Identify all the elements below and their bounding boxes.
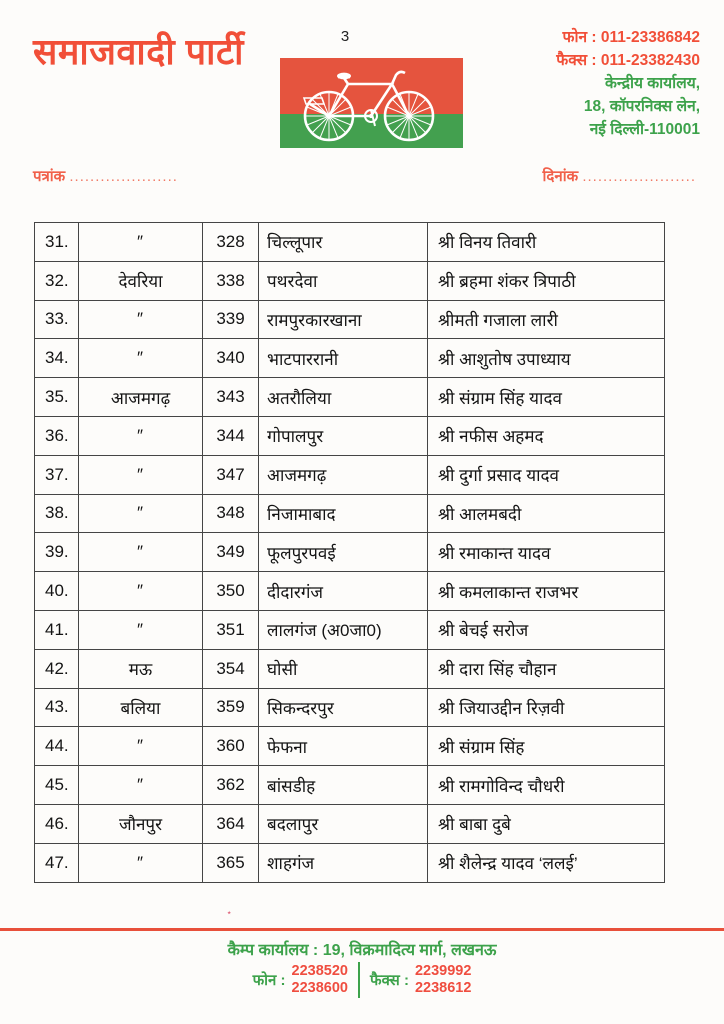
cell-constituency-no: 348 xyxy=(203,494,259,533)
camp-office-address: कैम्प कार्यालय : 19, विक्रमादित्य मार्ग, लखनऊ xyxy=(227,942,497,959)
cell-candidate: श्री आशुतोष उपाध्याय xyxy=(428,339,665,378)
footer-fax-numbers xyxy=(415,963,471,997)
cell-district: ″ xyxy=(79,494,203,533)
footer-fax-number: 2239992 xyxy=(414,963,472,979)
cell-district: देवरिया xyxy=(79,261,203,300)
cell-serial-no: 38. xyxy=(35,494,79,533)
cell-candidate: श्री नफीस अहमद xyxy=(428,416,665,455)
cell-constituency: बांसडीह xyxy=(259,766,428,805)
cell-constituency: गोपालपुर xyxy=(259,416,428,455)
cell-candidate: श्रीमती गजाला लारी xyxy=(428,300,665,339)
table-row xyxy=(35,494,665,533)
table-row xyxy=(35,223,665,262)
cell-serial-no: 34. xyxy=(35,339,79,378)
party-flag-icon xyxy=(280,58,463,148)
table-row xyxy=(35,688,665,727)
cell-district: ″ xyxy=(79,843,203,882)
cell-candidate: श्री ब्रहमा शंकर त्रिपाठी xyxy=(428,261,665,300)
office-line: नई दिल्ली-110001 xyxy=(589,121,700,138)
cell-candidate: श्री संग्राम सिंह यादव xyxy=(428,378,665,417)
cell-serial-no: 31. xyxy=(35,223,79,262)
cell-constituency-no: 364 xyxy=(203,804,259,843)
office-line: 18, कॉपरनिक्स लेन, xyxy=(583,98,700,115)
table-row xyxy=(35,339,665,378)
cell-district: ″ xyxy=(79,533,203,572)
cell-constituency: दीदारगंज xyxy=(259,572,428,611)
cell-constituency-no: 347 xyxy=(203,455,259,494)
phone-line: फोन : 011-23386842 xyxy=(562,29,700,46)
table-row xyxy=(35,572,665,611)
cell-constituency: फेफना xyxy=(259,727,428,766)
cell-constituency-no: 339 xyxy=(203,300,259,339)
cell-serial-no: 39. xyxy=(35,533,79,572)
date-label: दिनांक xyxy=(542,168,579,185)
cell-candidate: श्री कमलाकान्त राजभर xyxy=(428,572,665,611)
cell-constituency-no: 351 xyxy=(203,610,259,649)
cell-candidate: श्री शैलेन्द्र यादव ‘ललई’ xyxy=(428,843,665,882)
cell-constituency: अतरौलिया xyxy=(259,378,428,417)
cell-district: आजमगढ़ xyxy=(79,378,203,417)
cell-candidate: श्री रामगोविन्द चौधरी xyxy=(428,766,665,805)
cell-constituency: पथरदेवा xyxy=(259,261,428,300)
table-row xyxy=(35,533,665,572)
cell-constituency-no: 344 xyxy=(203,416,259,455)
date-field xyxy=(543,166,696,186)
cell-candidate: श्री संग्राम सिंह xyxy=(428,727,665,766)
table-row xyxy=(35,610,665,649)
cell-candidate: श्री बेचई सरोज xyxy=(428,610,665,649)
cell-candidate: श्री विनय तिवारी xyxy=(428,223,665,262)
cell-district: ″ xyxy=(79,727,203,766)
footer-contact-divider xyxy=(358,962,360,998)
date-dotted-line: ...................... xyxy=(582,168,696,185)
table-row xyxy=(35,649,665,688)
cell-district: मऊ xyxy=(79,649,203,688)
page-number: 3 xyxy=(340,28,350,45)
cell-district: ″ xyxy=(79,572,203,611)
footer-divider-rule xyxy=(0,928,724,931)
cell-constituency: निजामाबाद xyxy=(259,494,428,533)
cell-constituency-no: 360 xyxy=(203,727,259,766)
cell-constituency-no: 359 xyxy=(203,688,259,727)
cell-constituency: बदलापुर xyxy=(259,804,428,843)
candidate-roster-table xyxy=(34,222,664,883)
cell-constituency-no: 354 xyxy=(203,649,259,688)
table-row xyxy=(35,300,665,339)
cell-serial-no: 47. xyxy=(35,843,79,882)
cell-constituency: चिल्लूपार xyxy=(259,223,428,262)
cell-district: ″ xyxy=(79,223,203,262)
cell-serial-no: 46. xyxy=(35,804,79,843)
cell-constituency-no: 338 xyxy=(203,261,259,300)
table-row xyxy=(35,261,665,300)
cell-district: ″ xyxy=(79,339,203,378)
cell-constituency: सिकन्दरपुर xyxy=(259,688,428,727)
cell-constituency: भाटपाररानी xyxy=(259,339,428,378)
bicycle-icon xyxy=(296,66,446,142)
table-row xyxy=(35,843,665,882)
cell-district: बलिया xyxy=(79,688,203,727)
cell-serial-no: 33. xyxy=(35,300,79,339)
footer-fax-number: 2238612 xyxy=(414,980,472,996)
cell-constituency-no: 365 xyxy=(203,843,259,882)
footer-fax-group xyxy=(370,963,471,997)
letter-number-label: पत्रांक xyxy=(33,168,66,185)
cell-candidate: श्री दुर्गा प्रसाद यादव xyxy=(428,455,665,494)
cell-district: ″ xyxy=(79,610,203,649)
cell-serial-no: 42. xyxy=(35,649,79,688)
letter-number-field xyxy=(33,166,178,186)
cell-candidate: श्री रमाकान्त यादव xyxy=(428,533,665,572)
footer-phone-numbers xyxy=(292,963,348,997)
cell-candidate: श्री बाबा दुबे xyxy=(428,804,665,843)
cell-district: ″ xyxy=(79,300,203,339)
cell-constituency: फूलपुरपवई xyxy=(259,533,428,572)
letter-number-dotted-line: ..................... xyxy=(69,168,178,185)
cell-constituency: आजमगढ़ xyxy=(259,455,428,494)
cell-constituency-no: 340 xyxy=(203,339,259,378)
cell-candidate: श्री आलमबदी xyxy=(428,494,665,533)
cell-constituency-no: 350 xyxy=(203,572,259,611)
cell-constituency-no: 362 xyxy=(203,766,259,805)
footer-phone-group xyxy=(253,963,348,997)
cell-constituency-no: 328 xyxy=(203,223,259,262)
cell-serial-no: 44. xyxy=(35,727,79,766)
table-row xyxy=(35,416,665,455)
office-line: केन्द्रीय कार्यालय, xyxy=(605,75,700,92)
cell-constituency-no: 349 xyxy=(203,533,259,572)
cell-serial-no: 43. xyxy=(35,688,79,727)
table-row xyxy=(35,378,665,417)
cell-constituency: रामपुरकारखाना xyxy=(259,300,428,339)
cell-serial-no: 40. xyxy=(35,572,79,611)
head-office-contact xyxy=(556,26,700,141)
cell-constituency: घोसी xyxy=(259,649,428,688)
roster-table-body xyxy=(35,223,665,883)
footer-phone-label: फोन : xyxy=(252,972,286,989)
cell-serial-no: 41. xyxy=(35,610,79,649)
cell-constituency: लालगंज (अ0जा0) xyxy=(259,610,428,649)
table-row xyxy=(35,455,665,494)
table-row xyxy=(35,804,665,843)
cell-serial-no: 37. xyxy=(35,455,79,494)
cell-constituency: शाहगंज xyxy=(259,843,428,882)
cell-district: ″ xyxy=(79,455,203,494)
table-row xyxy=(35,766,665,805)
stray-ink-mark: ٭ xyxy=(227,908,232,917)
cell-serial-no: 35. xyxy=(35,378,79,417)
footer-contacts xyxy=(0,962,724,998)
footer-phone-number: 2238520 xyxy=(291,963,348,979)
cell-constituency-no: 343 xyxy=(203,378,259,417)
cell-serial-no: 36. xyxy=(35,416,79,455)
cell-district: जौनपुर xyxy=(79,804,203,843)
fax-line: फैक्स : 011-23382430 xyxy=(556,52,700,69)
footer-phone-number: 2238600 xyxy=(291,980,348,996)
party-name: समाजवादी पार्टी xyxy=(33,31,244,72)
table-row xyxy=(35,727,665,766)
cell-serial-no: 45. xyxy=(35,766,79,805)
cell-candidate: श्री दारा सिंह चौहान xyxy=(428,649,665,688)
footer-fax-label: फैक्स : xyxy=(370,972,409,989)
cell-district: ″ xyxy=(79,766,203,805)
cell-candidate: श्री जियाउद्दीन रिज़वी xyxy=(428,688,665,727)
cell-district: ″ xyxy=(79,416,203,455)
cell-serial-no: 32. xyxy=(35,261,79,300)
